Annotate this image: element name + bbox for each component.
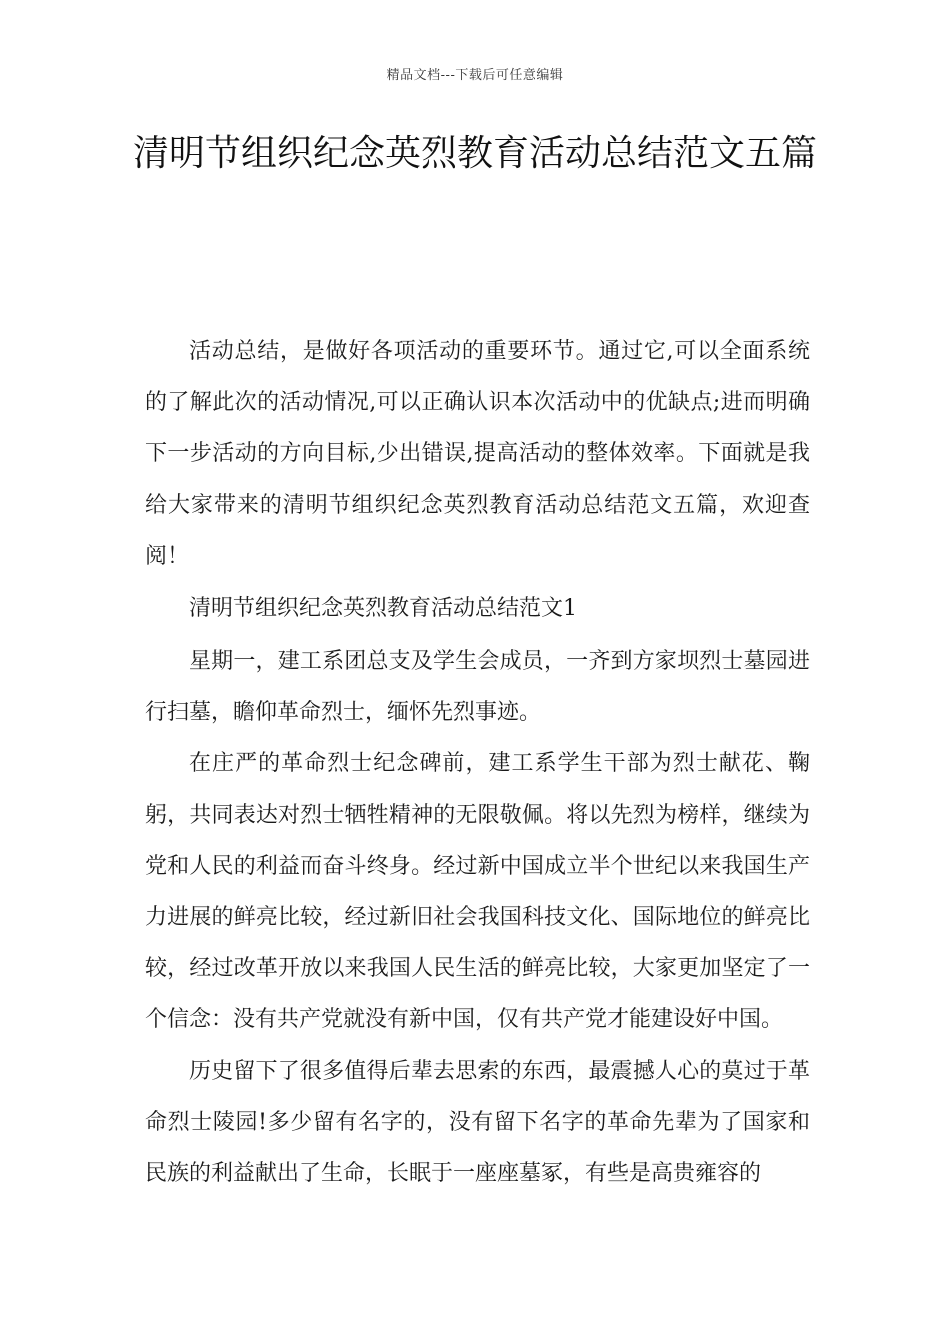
body-paragraph: 历史留下了很多值得后辈去思索的东西，最震撼人心的莫过于革命烈士陵园!多少留有名字的，没有留下名字的革命先辈为了国家和民族的利益献出了生命，长眠于一座座墓冢，有些是高贵雍容的	[145, 1058, 810, 1187]
header-note: 精品文档---下载后可任意编辑	[386, 68, 564, 83]
section-heading: 清明节组织纪念英烈教育活动总结范文1	[189, 596, 577, 622]
body-paragraph: 在庄严的革命烈士纪念碑前，建工系学生干部为烈士献花、鞠躬，共同表达对烈士牺牲精神的无限敬佩。将以先烈为榜样，继续为党和人民的利益而奋斗终身。经过新中国成立半个世纪以来我国生产力进展的鲜亮比较，经过新旧社会我国科技文化、国际地位的鲜亮比较，经过改革开放以来我国人民生活的鲜亮比较，大家更加坚定了一个信念：没有共产党就没有新中国，仅有共产党才能建设好中国。	[145, 751, 810, 1033]
document-body	[145, 326, 810, 1199]
body-paragraph: 星期一，建工系团总支及学生会成员，一齐到方家坝烈士墓园进行扫墓，瞻仰革命烈士，缅怀先烈事迹。	[145, 649, 810, 726]
document-title: 清明节组织纪念英烈教育活动总结范文五篇	[132, 133, 817, 174]
intro-paragraph: 活动总结，是做好各项活动的重要环节。通过它,可以全面系统的了解此次的活动情况,可以正确认识本次活动中的优缺点;进而明确下一步活动的方向目标,少出错误,提高活动的整体效率。下面就是我给大家带来的清明节组织纪念英烈教育活动总结范文五篇，欢迎查阅！	[145, 339, 810, 569]
